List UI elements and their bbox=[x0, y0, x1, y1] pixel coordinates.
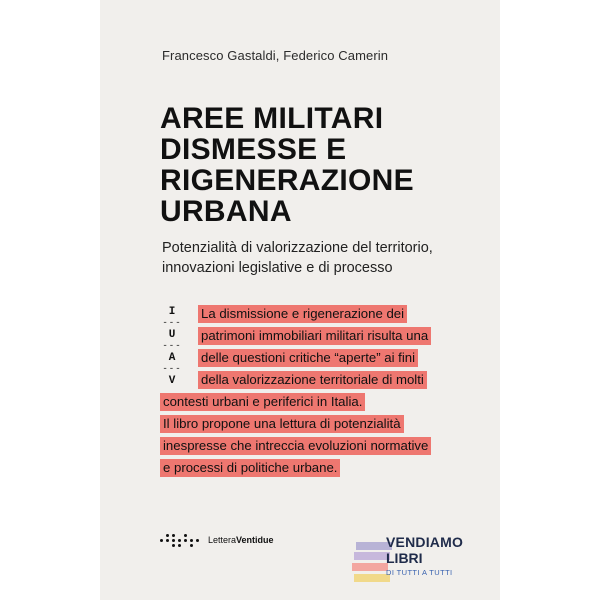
badge-stripe bbox=[354, 574, 390, 582]
badge-line2: LIBRI bbox=[386, 550, 423, 566]
subtitle-line: innovazioni legislative e di processo bbox=[162, 260, 393, 276]
badge-line1: VENDIAMO bbox=[386, 534, 464, 550]
book-cover bbox=[100, 0, 500, 600]
book-subtitle bbox=[162, 238, 472, 278]
blurb-line: e processi di politiche urbane. bbox=[160, 459, 340, 477]
title-line: URBANA bbox=[160, 195, 292, 228]
publisher-name-suffix: Ventidue bbox=[236, 535, 274, 545]
publisher-name bbox=[208, 535, 274, 545]
badge-line3: DI TUTTI A TUTTI bbox=[386, 568, 453, 577]
blurb-line: della valorizzazione territoriale di molti bbox=[198, 371, 427, 389]
blurb-line: patrimoni immobiliari militari risulta una bbox=[198, 327, 431, 345]
series-letter: V bbox=[168, 375, 176, 387]
title-line: RIGENERAZIONE bbox=[160, 164, 414, 197]
series-letter: U bbox=[168, 329, 176, 341]
series-separator: --- bbox=[162, 364, 182, 374]
blurb-line: contesti urbani e periferici in Italia. bbox=[160, 393, 365, 411]
series-separator: --- bbox=[162, 341, 182, 351]
publisher-dots-icon bbox=[160, 533, 204, 547]
publisher-logo bbox=[160, 533, 274, 547]
publisher-name-prefix: Lettera bbox=[208, 535, 237, 545]
title-line: DISMESSE E bbox=[160, 133, 347, 166]
title-line: AREE MILITARI bbox=[160, 102, 384, 135]
blurb-line: La dismissione e rigenerazione dei bbox=[198, 305, 407, 323]
vendiamo-libri-badge bbox=[352, 530, 472, 590]
book-title bbox=[160, 103, 480, 227]
blurb-line: inespresse che intreccia evoluzioni normative bbox=[160, 437, 431, 455]
book-authors: Francesco Gastaldi, Federico Camerin bbox=[162, 48, 389, 63]
blurb-line: delle questioni critiche “aperte” ai fini bbox=[198, 349, 418, 367]
badge-stripe bbox=[354, 552, 390, 560]
subtitle-line: Potenzialità di valorizzazione del territorio, bbox=[162, 240, 433, 256]
series-letter: A bbox=[168, 352, 176, 364]
badge-stripe bbox=[352, 563, 388, 571]
blurb-line: Il libro propone una lettura di potenzialità bbox=[160, 415, 404, 433]
series-letter: I bbox=[168, 306, 176, 318]
iuav-series-mark bbox=[162, 306, 182, 387]
series-separator: --- bbox=[162, 318, 182, 328]
